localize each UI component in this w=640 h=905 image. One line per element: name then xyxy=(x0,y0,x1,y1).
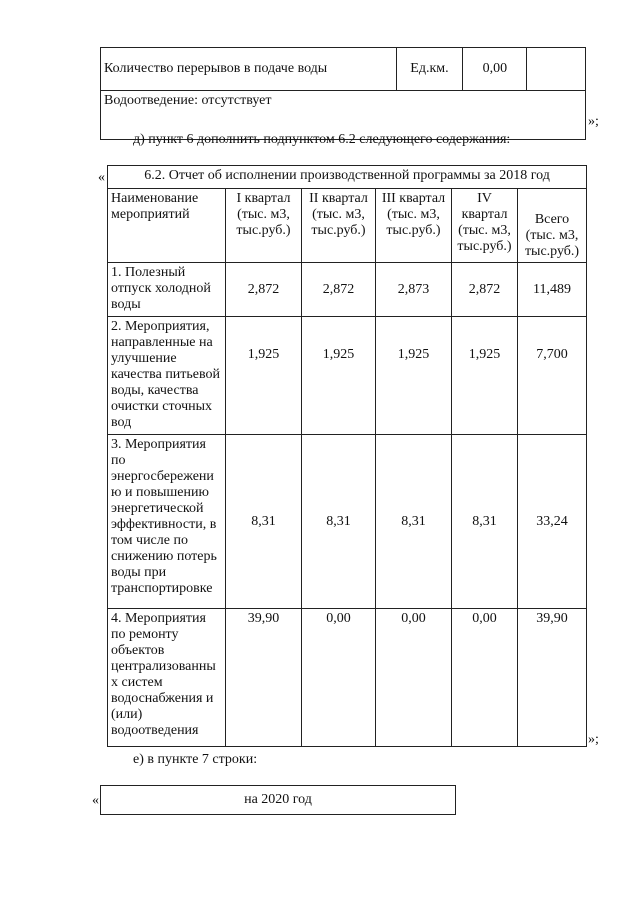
table-cell-label: Количество перерывов в подаче воды xyxy=(101,48,397,91)
cell-q1: 8,31 xyxy=(226,435,302,609)
closing-quote: »; xyxy=(588,114,599,129)
header-cell: Наименование мероприятий xyxy=(108,189,226,263)
cell-q4: 8,31 xyxy=(452,435,518,609)
production-program-report-table xyxy=(107,165,587,747)
header-cell: II квартал (тыс. м3, тыс.руб.) xyxy=(302,189,376,263)
table-row xyxy=(108,263,587,317)
cell-total: 7,700 xyxy=(518,317,587,435)
cell-q4: 2,872 xyxy=(452,263,518,317)
cell-total: 39,90 xyxy=(518,609,587,747)
header-cell: I квартал (тыс. м3, тыс.руб.) xyxy=(226,189,302,263)
cell-q3: 2,873 xyxy=(376,263,452,317)
table-row xyxy=(108,609,587,747)
header-cell: Всего (тыс. м3, тыс.руб.) xyxy=(518,189,587,263)
row-name: 4. Мероприятия по ремонту объектов централизованны х систем водоснабжения и (или) водоотведения xyxy=(108,609,226,747)
cell-total: 11,489 xyxy=(518,263,587,317)
water-interruptions-table xyxy=(100,47,586,140)
table-row xyxy=(108,317,587,435)
cell-q3: 0,00 xyxy=(376,609,452,747)
cell-q2: 8,31 xyxy=(302,435,376,609)
cell-q2: 0,00 xyxy=(302,609,376,747)
paragraph-d: д) пункт 6 дополнить подпунктом 6.2 следующего содержания: xyxy=(133,132,511,147)
cell-q1: 2,872 xyxy=(226,263,302,317)
row-name: 1. Полезный отпуск холодной воды xyxy=(108,263,226,317)
paragraph-e: е) в пункте 7 строки: xyxy=(133,752,258,767)
header-cell: III квартал (тыс. м3, тыс.руб.) xyxy=(376,189,452,263)
table-cell-drainage: Водоотведение: отсутствует xyxy=(101,91,586,140)
cell-total: 33,24 xyxy=(518,435,587,609)
table-cell-extra xyxy=(527,48,586,91)
table-title: 6.2. Отчет об исполнении производственной программы за 2018 год xyxy=(108,166,587,189)
year-2020-table xyxy=(100,785,456,815)
table-cell-year: на 2020 год xyxy=(101,786,456,815)
table-header-row xyxy=(108,189,587,263)
cell-q1: 39,90 xyxy=(226,609,302,747)
table-cell-value: 0,00 xyxy=(463,48,527,91)
row-name: 3. Мероприятия по энергосбережени ю и повышению энергетической эффективности, в том числе по снижению потерь воды при транспортировке xyxy=(108,435,226,609)
table-title-row xyxy=(108,166,587,189)
table-row xyxy=(101,48,586,91)
cell-q2: 1,925 xyxy=(302,317,376,435)
table-cell-unit: Ед.км. xyxy=(396,48,463,91)
header-cell: IV квартал (тыс. м3, тыс.руб.) xyxy=(452,189,518,263)
opening-quote: « xyxy=(98,170,105,185)
closing-quote: »; xyxy=(588,732,599,747)
cell-q3: 1,925 xyxy=(376,317,452,435)
cell-q4: 0,00 xyxy=(452,609,518,747)
cell-q1: 1,925 xyxy=(226,317,302,435)
row-name: 2. Мероприятия, направленные на улучшение качества питьевой воды, качества очистки сточных вод xyxy=(108,317,226,435)
cell-q3: 8,31 xyxy=(376,435,452,609)
cell-q2: 2,872 xyxy=(302,263,376,317)
cell-q4: 1,925 xyxy=(452,317,518,435)
table-row xyxy=(108,435,587,609)
table-row xyxy=(101,786,456,815)
opening-quote: « xyxy=(92,793,99,808)
